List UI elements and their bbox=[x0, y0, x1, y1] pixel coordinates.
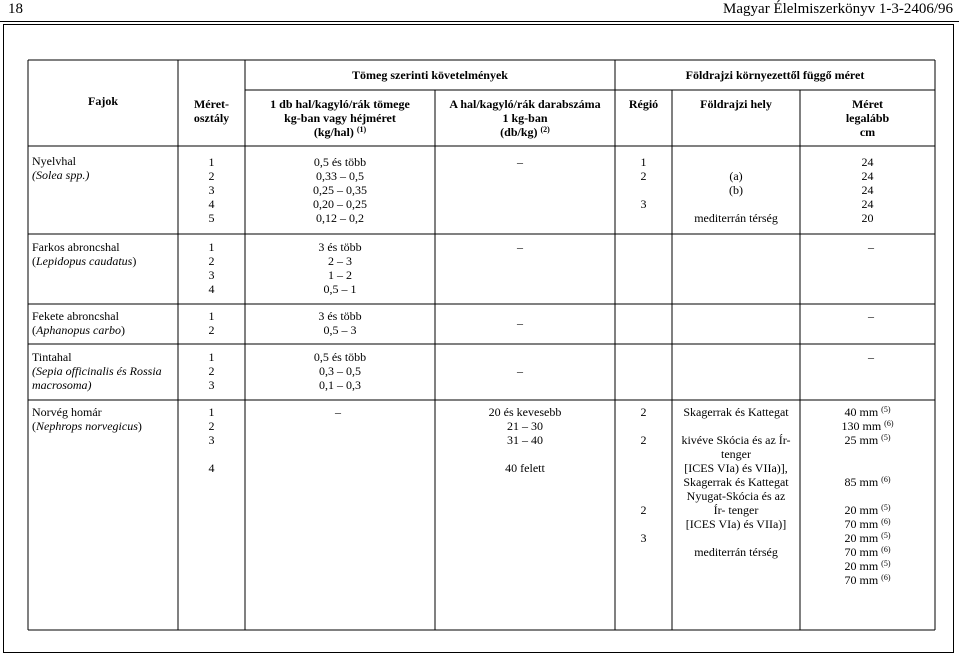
region-values bbox=[615, 155, 672, 211]
size-classes bbox=[178, 155, 245, 225]
size-class: 3 bbox=[208, 433, 215, 447]
place-value: (a) bbox=[729, 169, 743, 183]
species-latin: Nephrops norvegicus bbox=[36, 419, 138, 433]
header-foldrajzi-hely: Földrajzi hely bbox=[700, 97, 772, 111]
size-text: 70 mm bbox=[844, 573, 879, 587]
footnote-ref: (6) bbox=[881, 573, 891, 582]
page-number: 18 bbox=[8, 1, 23, 17]
header-tomeg-group: Tömeg szerinti követelmények bbox=[352, 68, 508, 82]
size-class: 1 bbox=[208, 240, 215, 254]
min-size-value bbox=[800, 545, 935, 559]
size-classes bbox=[178, 240, 245, 296]
species-name: Tintahal bbox=[32, 350, 72, 364]
size-class: 3 bbox=[208, 268, 215, 282]
min-size-value: – bbox=[868, 309, 874, 323]
header-meret-line: cm bbox=[859, 125, 876, 139]
count-value: 40 felett bbox=[505, 461, 545, 475]
header-regio: Régió bbox=[628, 97, 659, 111]
size-class: 4 bbox=[208, 197, 215, 211]
size-text: 25 mm bbox=[844, 433, 879, 447]
count-values bbox=[435, 405, 615, 475]
count-value: – bbox=[517, 240, 523, 254]
size-text: 40 mm bbox=[844, 405, 879, 419]
header-darab-line bbox=[435, 125, 615, 139]
header-meret-line: Méret bbox=[851, 97, 884, 111]
weight-value: – bbox=[335, 405, 341, 419]
size-text: 85 mm bbox=[844, 475, 879, 489]
footnote-ref: (6) bbox=[881, 545, 891, 554]
footnote-ref: (5) bbox=[881, 531, 891, 540]
min-size-value: – bbox=[868, 240, 874, 254]
size-class: 4 bbox=[208, 461, 215, 475]
min-size-value bbox=[800, 517, 935, 531]
footnote-ref: (5) bbox=[881, 503, 891, 512]
header-meretosztaly-line: osztály bbox=[193, 111, 230, 125]
place-value: (b) bbox=[729, 183, 743, 197]
species-latin: Aphanopus carbo bbox=[36, 323, 121, 337]
header-tomeg-line: kg-ban vagy héjméret bbox=[284, 111, 396, 125]
size-text: 70 mm bbox=[844, 545, 879, 559]
header-tomeg-unit: (kg/hal) bbox=[313, 125, 354, 139]
place-value: Ír- tenger bbox=[713, 503, 759, 517]
size-classes bbox=[178, 405, 245, 475]
weight-values bbox=[245, 155, 435, 225]
species-latin: macrosoma) bbox=[32, 378, 92, 392]
weight-value: 0,5 és több bbox=[313, 155, 367, 169]
header-darab-unit: (db/kg) bbox=[500, 125, 538, 139]
header-rule bbox=[0, 21, 959, 22]
weight-value: 0,12 – 0,2 bbox=[316, 211, 364, 225]
page-header bbox=[0, 0, 959, 22]
place-values bbox=[672, 169, 800, 225]
header-darab-line: A hal/kagyló/rák darabszáma bbox=[449, 97, 601, 111]
species-latin: Lepidopus caudatus bbox=[36, 254, 133, 268]
species-nyelvhal bbox=[32, 154, 89, 182]
species-fekete-abroncshal bbox=[32, 309, 125, 337]
place-value: tenger bbox=[721, 447, 751, 461]
species-name: Nyelvhal bbox=[32, 154, 76, 168]
region-values bbox=[615, 405, 672, 545]
size-classes bbox=[178, 309, 245, 337]
min-size-value: 24 bbox=[861, 155, 874, 169]
min-size-value bbox=[800, 559, 935, 573]
header-meret bbox=[800, 97, 935, 139]
species-latin-line: (Nephrops norvegicus) bbox=[32, 419, 142, 433]
size-class: 2 bbox=[208, 323, 215, 337]
region-value: 2 bbox=[640, 503, 647, 517]
place-value: [ICES VIa) és VIIa)], bbox=[684, 461, 788, 475]
species-tintahal bbox=[32, 350, 162, 392]
header-darab-line: 1 kg-ban bbox=[502, 111, 548, 125]
min-size-value bbox=[800, 531, 935, 545]
region-value: 3 bbox=[640, 197, 647, 211]
size-text: 20 mm bbox=[844, 531, 879, 545]
running-title: Magyar Élelmiszerkönyv 1-3-2406/96 bbox=[723, 1, 953, 17]
header-tomeg-line: 1 db hal/kagyló/rák tömege bbox=[270, 97, 410, 111]
size-text: 130 mm bbox=[841, 419, 882, 433]
count-value: – bbox=[517, 155, 523, 169]
size-class: 3 bbox=[208, 378, 215, 392]
header-meret-line: legalább bbox=[845, 111, 890, 125]
weight-values bbox=[245, 309, 435, 337]
footnote-ref: (6) bbox=[884, 419, 894, 428]
species-name: Fekete abroncshal bbox=[32, 309, 119, 323]
footnote-ref: (2) bbox=[540, 125, 550, 134]
footnote-ref: (5) bbox=[881, 559, 891, 568]
min-size-value bbox=[800, 503, 935, 517]
size-class: 5 bbox=[208, 211, 215, 225]
weight-value: 2 – 3 bbox=[328, 254, 352, 268]
header-meretosztaly bbox=[178, 97, 245, 125]
size-class: 1 bbox=[208, 350, 215, 364]
size-class: 1 bbox=[208, 405, 215, 419]
min-size-value bbox=[800, 573, 935, 587]
count-value: – bbox=[517, 316, 523, 330]
min-size-value bbox=[800, 475, 935, 489]
weight-value: 0,20 – 0,25 bbox=[313, 197, 367, 211]
weight-value: 0,5 és több bbox=[313, 350, 367, 364]
min-size-value bbox=[800, 433, 935, 447]
footnote-ref: (5) bbox=[881, 433, 891, 442]
place-value: [ICES VIa) és VIIa)] bbox=[685, 517, 787, 531]
weight-value: 3 és több bbox=[318, 309, 362, 323]
min-size-value bbox=[800, 405, 935, 419]
header-darab-column bbox=[435, 97, 615, 139]
size-class: 3 bbox=[208, 183, 215, 197]
weight-value: 0,1 – 0,3 bbox=[319, 378, 361, 392]
size-text: 70 mm bbox=[844, 517, 879, 531]
size-class: 1 bbox=[208, 309, 215, 323]
min-size-value: 24 bbox=[861, 197, 874, 211]
weight-value: 0,25 – 0,35 bbox=[313, 183, 367, 197]
min-size-value: – bbox=[868, 350, 874, 364]
species-name: Norvég homár bbox=[32, 405, 102, 419]
count-value: 31 – 40 bbox=[507, 433, 543, 447]
weight-value: 0,33 – 0,5 bbox=[316, 169, 364, 183]
weight-value: 0,3 – 0,5 bbox=[319, 364, 361, 378]
footnote-ref: (6) bbox=[881, 475, 891, 484]
size-class: 1 bbox=[208, 155, 215, 169]
count-value: 20 és kevesebb bbox=[488, 405, 562, 419]
header-tomeg-line bbox=[245, 125, 435, 139]
size-text: 20 mm bbox=[844, 559, 879, 573]
weight-value: 0,5 – 3 bbox=[323, 323, 357, 337]
species-latin: (Solea spp.) bbox=[32, 168, 90, 182]
weight-value: 0,5 – 1 bbox=[323, 282, 357, 296]
size-class: 2 bbox=[208, 364, 215, 378]
count-value: 21 – 30 bbox=[507, 419, 543, 433]
min-size-values bbox=[800, 405, 935, 587]
weight-values bbox=[245, 350, 435, 392]
header-tomeg-column bbox=[245, 97, 435, 139]
header-foldrajzi-group: Földrajzi környezettől függő méret bbox=[685, 68, 865, 82]
count-value: – bbox=[517, 364, 523, 378]
weight-value: 1 – 2 bbox=[328, 268, 352, 282]
place-value: mediterrán térség bbox=[694, 545, 778, 559]
min-size-values bbox=[800, 155, 935, 225]
place-value: mediterrán térség bbox=[694, 211, 778, 225]
species-latin-line: (Aphanopus carbo) bbox=[32, 323, 125, 337]
min-size-value bbox=[800, 419, 935, 433]
size-class: 2 bbox=[208, 254, 215, 268]
footnote-ref: (5) bbox=[881, 405, 891, 414]
species-latin-line: (Lepidopus caudatus) bbox=[32, 254, 137, 268]
footnote-ref: (1) bbox=[356, 125, 367, 134]
size-class: 2 bbox=[208, 169, 215, 183]
size-class: 2 bbox=[208, 419, 215, 433]
place-value: kivéve Skócia és az Ír- bbox=[681, 433, 791, 447]
place-value: Nyugat-Skócia és az bbox=[686, 489, 786, 503]
species-name: Farkos abroncshal bbox=[32, 240, 120, 254]
region-value: 2 bbox=[640, 433, 647, 447]
place-values bbox=[672, 405, 800, 559]
region-value: 3 bbox=[640, 531, 647, 545]
header-meretosztaly-line: Méret- bbox=[193, 97, 230, 111]
place-value: Skagerrak és Kattegat bbox=[683, 405, 789, 419]
min-size-value: 24 bbox=[861, 183, 874, 197]
species-farkos-abroncshal bbox=[32, 240, 136, 268]
place-value: Skagerrak és Kattegat bbox=[683, 475, 789, 489]
region-value: 2 bbox=[640, 169, 647, 183]
header-fajok: Fajok bbox=[88, 94, 118, 108]
weight-value: 3 és több bbox=[318, 240, 362, 254]
footnote-ref: (6) bbox=[881, 517, 891, 526]
species-norveg-homar bbox=[32, 405, 142, 433]
size-classes bbox=[178, 350, 245, 392]
region-value: 1 bbox=[640, 155, 647, 169]
region-value: 2 bbox=[640, 405, 647, 419]
min-size-value: 24 bbox=[861, 169, 874, 183]
species-latin: (Sepia officinalis és Rossia bbox=[32, 364, 162, 378]
min-size-value: 20 bbox=[861, 211, 874, 225]
weight-values bbox=[245, 240, 435, 296]
size-class: 4 bbox=[208, 282, 215, 296]
size-text: 20 mm bbox=[844, 503, 879, 517]
